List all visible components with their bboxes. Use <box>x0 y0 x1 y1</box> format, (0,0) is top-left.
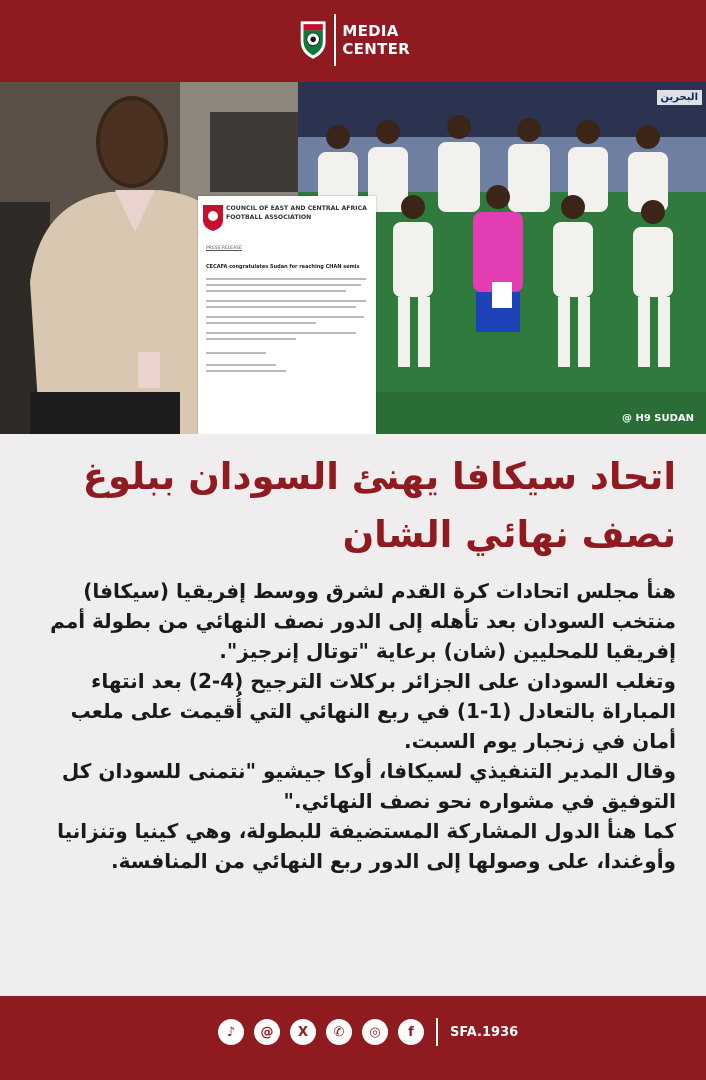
doc-text-line <box>206 278 366 280</box>
tiktok-icon[interactable]: ♪ <box>218 1019 244 1045</box>
social-links <box>218 1018 518 1046</box>
doc-text-line <box>206 290 346 292</box>
article-paragraph: كما هنأ الدول المشاركة المستضيفة للبطولة، وهي كينيا وتنزانيا وأوغندا، على وصولها إلى الدور ربع النهائي من المنافسة. <box>57 819 676 873</box>
photo-collage <box>0 82 706 434</box>
doc-text-line <box>206 284 361 286</box>
x-icon[interactable]: X <box>290 1019 316 1045</box>
doc-text-line <box>206 306 356 308</box>
article-paragraph: هنأ مجلس اتحادات كرة القدم لشرق ووسط إفريقيا (سيكافا) منتخب السودان بعد تأهله إلى الدور نصف النهائي من بطولة أمم إفريقيا للمحليين (شان) برعاية "توتال إنرجيز". <box>50 579 676 663</box>
doc-text-line <box>206 322 316 324</box>
article-paragraph: وقال المدير التنفيذي لسيكافا، أوكا جيشيو "نتمنى للسودان كل التوفيق في مشواره نحو نصف النهائي." <box>61 759 676 813</box>
instagram-icon[interactable]: ◎ <box>362 1019 388 1045</box>
brand-line-1: MEDIA <box>342 22 399 40</box>
press-release-label: PRESS RELEASE <box>206 246 242 251</box>
press-release-org: COUNCIL OF EAST AND CENTRAL AFRICA FOOTBALL ASSOCIATION <box>226 205 367 221</box>
doc-text-line <box>206 370 286 372</box>
doc-text-line <box>206 332 356 334</box>
phone-icon[interactable]: ✆ <box>326 1019 352 1045</box>
doc-text-line <box>206 364 276 366</box>
footer-divider <box>436 1018 438 1046</box>
doc-text-line <box>206 338 296 340</box>
cecafa-logo <box>202 204 224 232</box>
doc-text-line <box>206 316 364 318</box>
headline: اتحاد سيكافا يهنئ السودان ببلوغ نصف نهائي الشان <box>82 455 676 556</box>
brand-line-2: CENTER <box>342 40 410 58</box>
footer-bar <box>0 996 706 1080</box>
tv-channel-logo: البحرين <box>657 90 702 105</box>
photo-watermark: @ H9 SUDAN <box>621 413 694 424</box>
facebook-icon[interactable]: f <box>398 1019 424 1045</box>
sfa-shield-logo <box>300 12 326 68</box>
brand-divider <box>334 14 336 66</box>
social-handle[interactable]: SFA.1936 <box>450 1024 519 1040</box>
brand-text <box>342 22 410 58</box>
header-bar <box>0 0 706 82</box>
media-center-brand <box>300 10 410 70</box>
article-body <box>26 576 676 876</box>
press-release-title: CECAFA congratulates Sudan for reaching CHAN semis <box>206 264 360 270</box>
article-paragraph: وتغلب السودان على الجزائر بركلات الترجيح (4-2) بعد انتهاء المباراة بالتعادل (1-1) في ربع النهائي التي أُقيمت على ملعب أمان في زنجبار يوم السبت. <box>70 669 676 753</box>
doc-text-line <box>206 300 366 302</box>
press-release-document <box>198 196 376 434</box>
threads-icon[interactable]: @ <box>254 1019 280 1045</box>
doc-text-line <box>206 352 266 354</box>
